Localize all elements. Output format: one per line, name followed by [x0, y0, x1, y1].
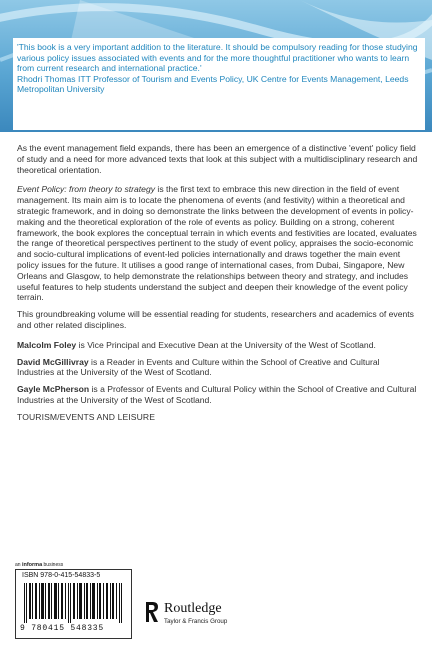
author-name: Gayle McPherson — [17, 384, 90, 395]
author-bio-text: is a Reader in Events and Culture within the School of Creative and Cultural Industries at the University of the West of Scotland. — [17, 356, 380, 378]
publisher-name: Routledge — [164, 601, 222, 616]
routledge-r-icon — [144, 602, 160, 622]
quote-text: 'This book is a very important addition to the literature. It should be compulsory reading for those studying various policy issues associated with events and for the more thoughtful practitioner who wants to learn from current research and international practice.' — [17, 42, 418, 74]
book-title: Event Policy: from theory to strategy — [17, 184, 156, 195]
quote-panel — [13, 38, 425, 130]
author-bio — [17, 357, 419, 379]
description-paragraph — [17, 184, 419, 303]
back-cover-copy — [17, 143, 419, 429]
quote-attribution: Rhodri Thomas ITT Professor of Tourism and Events Policy, UK Centre for Events Management, Leeds Metropolitan University — [17, 73, 409, 95]
description-text: is the first text to embrace this new direction in the field of event management. Its main aim is to locate the phenomena of events (and festivity) within a theoretical and strategic framework, and in doing so demonstrate the links between the development of events in policy-making and the theoretical exploration of the role of events as policy. Building on a strong, coherent framework, the book explores the conceptual terrain in which events and festivities are located, evaluates the range of theoretical perspectives pertinent to the study of event policy, appraises the socio-economic and socio-cultural implications of event-led policies internationally and draws together the main event policy issues for the future. It utilises a good range of international cases, from Dubai, Singapore, New Orleans and Glasgow, to help demonstrate the relationships between theory and strategy, and includes useful features to help students understand the subject and deepen their knowledge of the event policy terrain. — [17, 184, 417, 303]
author-name: Malcolm Foley — [17, 339, 77, 350]
barcode-panel — [15, 569, 132, 639]
author-name: David McGillivray — [17, 356, 89, 367]
informa-business-label: an informa business — [15, 562, 64, 568]
author-bio-text: is Vice Principal and Executive Dean at the University of the West of Scotland. — [76, 339, 376, 350]
barcode-image — [24, 583, 124, 623]
author-bio — [17, 384, 419, 406]
publisher-logo — [140, 600, 280, 630]
author-bio-text: is a Professor of Events and Cultural Policy within the School of Creative and Cultural Industries at the University of the West of Scotland. — [17, 384, 417, 405]
isbn-label: ISBN 978-0-415-54833-5 — [22, 572, 101, 579]
intro-paragraph: As the event management field expands, there has been an emergence of a distinctive 'event' policy field of study and a need for more advanced texts that look at this subject with a multidisciplinary research and theoretical orientation. — [17, 143, 418, 175]
endorsement-quote — [17, 42, 423, 95]
publisher-group: Taylor & Francis Group — [164, 618, 228, 625]
audience-paragraph: This groundbreaking volume will be essential reading for students, researchers and academics of events and other related disciplines. — [17, 309, 414, 330]
subject-category: TOURISM/EVENTS AND LEISURE — [17, 411, 156, 422]
author-bio — [17, 340, 419, 351]
barcode-digits: 9 780415 548335 — [20, 624, 105, 633]
